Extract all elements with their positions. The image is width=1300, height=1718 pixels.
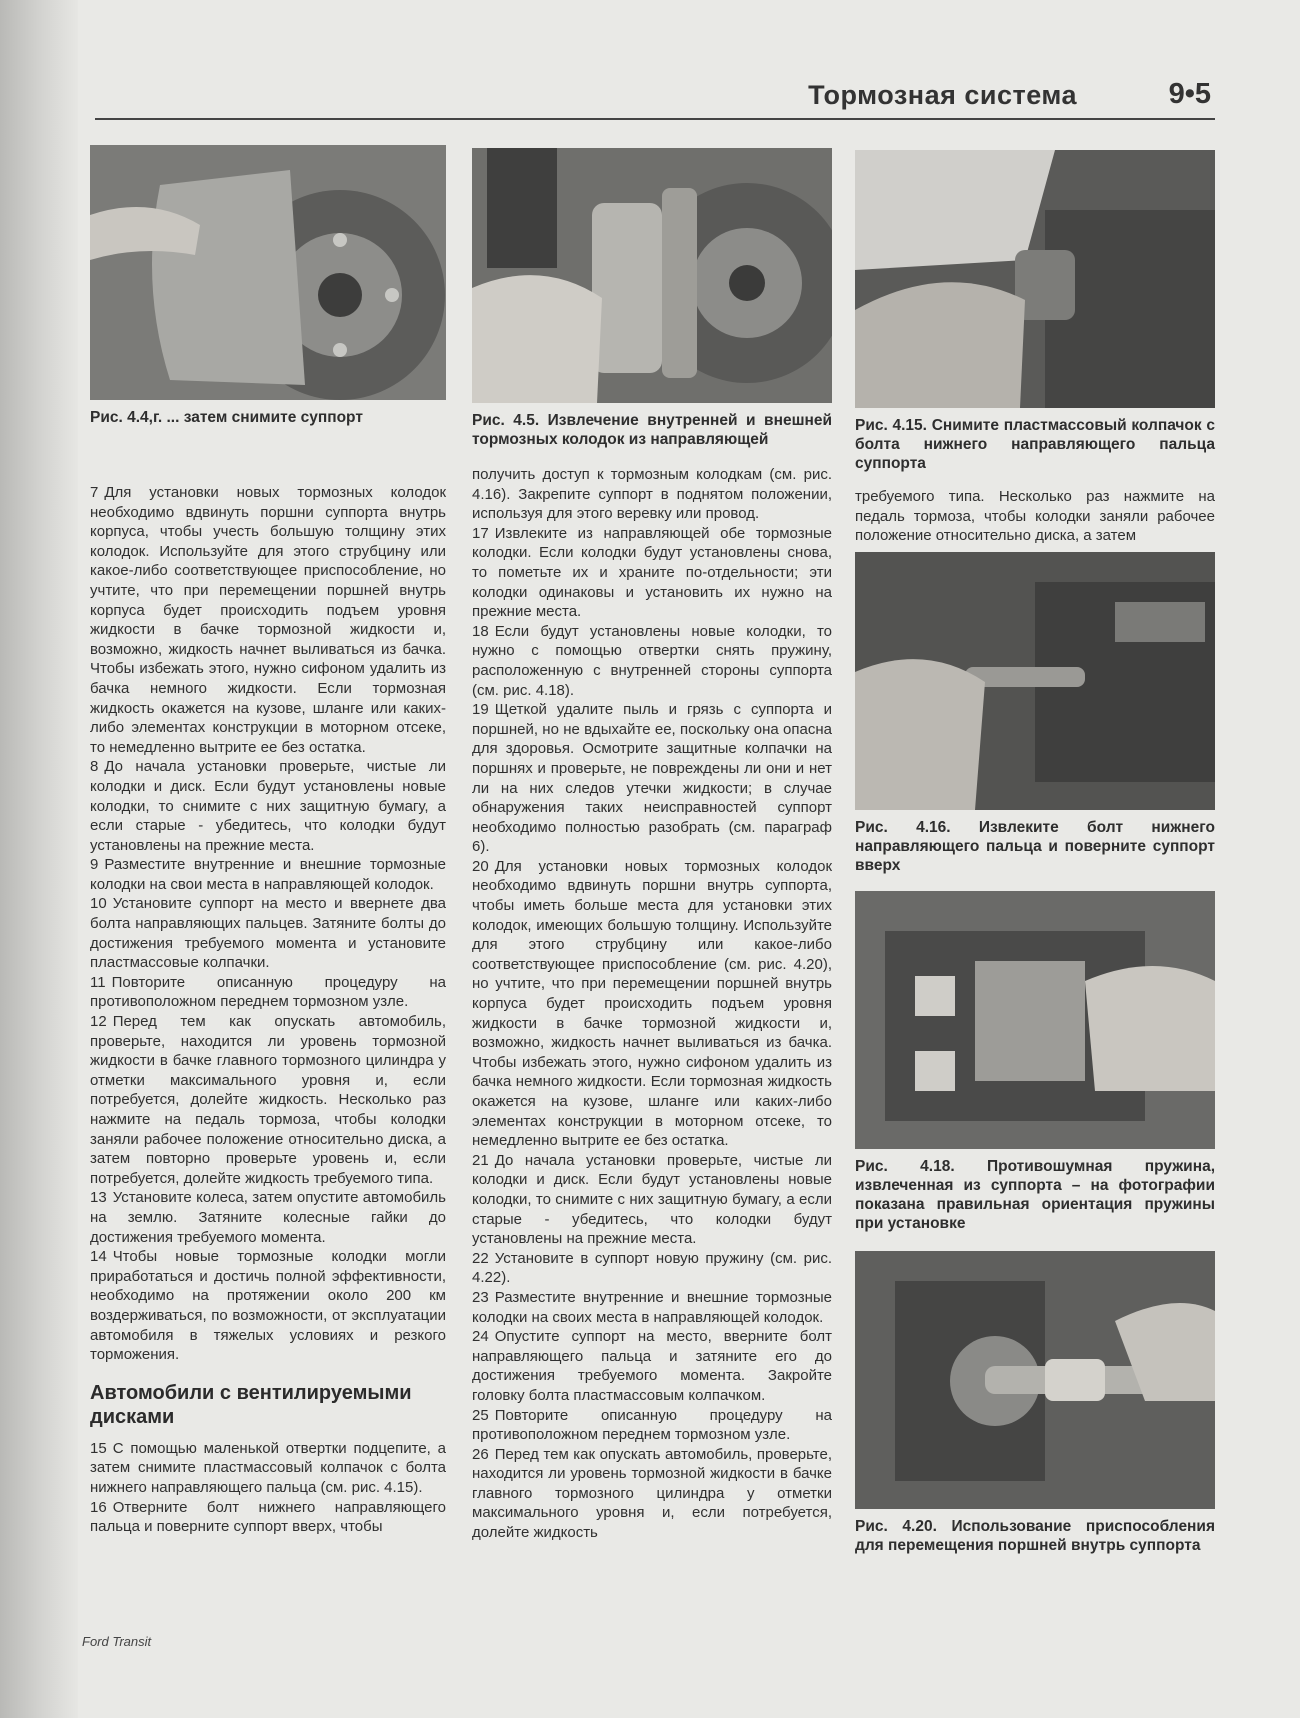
body-text — [472, 465, 832, 1543]
paragraph: 17 Извлеките из направляющей обе тормозные колодки. Если колодки будут установлены снова, то пометьте их и храните по-отдельности; эти колодки одинаковы и установить их нужно на прежние места. — [472, 524, 832, 621]
caliper-illustration-icon — [90, 145, 446, 400]
spring-illustration-icon — [855, 891, 1215, 1149]
paragraph: 26 Перед тем как опускать автомобиль, проверьте, находится ли уровень тормозной жидкости в бачке главного тормозного цилиндра у отметки максимального уровня и, если потребуется, долейте жидкость — [472, 1445, 832, 1542]
column-2 — [472, 148, 832, 1543]
paragraph: 12 Перед тем как опускать автомобиль, проверьте, находится ли уровень тормозной жидкости в бачке главного тормозного цилиндра у отметки максимального уровня и, если потребуется, долейте жидкость. Несколько раз нажмите на педаль тормоза, чтобы колодки заняли рабочее положение относительно диска, а затем повторно проверьте уровень и, если потребуется, долейте жидкость требуемого типа. — [90, 1013, 446, 1187]
brake-caliper-photo — [90, 145, 446, 400]
figure-caption: Рис. 4.15. Снимите пластмассовый колпачок с болта нижнего направляющего пальца суппорта — [855, 417, 1215, 472]
brake-pads-photo — [472, 148, 832, 403]
chapter-title: Тормозная система — [808, 80, 1077, 110]
figure-caption: Рис. 4.16. Извлеките болт нижнего направляющего пальца и поверните суппорт вверх — [855, 818, 1215, 874]
cap-removal-illustration-icon — [855, 150, 1215, 408]
paragraph: требуемого типа. Несколько раз нажмите на педаль тормоза, чтобы колодки заняли рабочее положение относительно диска, а затем — [855, 488, 1215, 545]
guide-bolt-photo — [855, 552, 1215, 810]
paragraph: 7 Для установки новых тормозных колодок необходимо вдвинуть поршни суппорта внутрь корпуса, чтобы учесть большую толщину этих колодок. Используйте для этого струбцину или какое-либо соответствующее приспособление, но учтите, что при перемещении поршней внутрь корпуса будет происходить подъем уровня жидкости в бачке тормозной жидкости и, возможно, жидкость начнет выливаться из бачка. Чтобы избежать этого, нужно сифоном удалить из бачка немного жидкости. Если тормозная жидкость окажется на кузове, шланге или каких-либо элементах конструкции в моторном отсеке, то немедленно вытрите ее без остатка. — [90, 484, 446, 756]
figure-caption: Рис. 4.4,г. ... затем снимите суппорт — [90, 409, 363, 426]
paragraph: получить доступ к тормозным колодкам (см. рис. 4.16). Закрепите суппорт в поднятом положении, используя для этого веревку или провод. — [472, 466, 832, 523]
paragraph: 10 Установите суппорт на место и ввернете два болта направляющих пальцев. Затяните болты до достижения требуемого момента и установите пластмассовые колпачки. — [90, 895, 446, 972]
paragraph: 11 Повторите описанную процедуру на противоположном переднем тормозном узле. — [90, 973, 446, 1011]
body-text — [90, 483, 446, 1537]
paragraph: 8 До начала установки проверьте, чистые ли колодки и диск. Если будут установлены новые колодки, то снимите с них защитную бумагу, а если старые - убедитесь, что колодки будут установлены на прежние места. — [90, 758, 446, 854]
book-spine-shadow — [0, 0, 78, 1718]
paragraph: 9 Разместите внутренние и внешние тормозные колодки на свои места в направляющей колодок. — [90, 856, 446, 893]
paragraph: 24 Опустите суппорт на место, вверните болт направляющего пальца и затяните его до достижения требуемого момента. Закройте головку болта пластмассовым колпачком. — [472, 1328, 832, 1404]
paragraph: 14 Чтобы новые тормозные колодки могли приработаться и достичь полной эффективности, необходимо на протяжении около 200 км воздерживаться, по возможности, от эксплуатации автомобиля в тяжелых условиях и резкого торможения. — [90, 1248, 446, 1364]
paragraph: 16 Отверните болт нижнего направляющего пальца и поверните суппорт вверх, чтобы — [90, 1498, 446, 1536]
guide-bolt-illustration-icon — [855, 552, 1215, 810]
section-heading: Автомобили с вентилируемыми дисками — [90, 1381, 412, 1428]
column-1 — [90, 145, 446, 1537]
paragraph: 23 Разместите внутренние и внешние тормозные колодки на своих места в направляющей колодок. — [472, 1288, 832, 1326]
paragraph: 22 Установите в суппорт новую пружину (см. рис. 4.22). — [472, 1249, 832, 1287]
cap-removal-photo — [855, 150, 1215, 408]
paragraph: 18 Если будут установлены новые колодки, то нужно с помощью отвертки снять пружину, расположенную с внутренней стороны суппорта (см. рис. 4.18). — [472, 622, 832, 699]
body-text — [855, 487, 1215, 546]
figure-caption: Рис. 4.18. Противошумная пружина, извлеченная из суппорта – на фотографии показана правильная ориентация пружины при установке — [855, 1157, 1215, 1232]
figure-caption: Рис. 4.5. Извлечение внутренней и внешней тормозных колодок из направляющей — [472, 412, 832, 448]
paragraph: 21 До начала установки проверьте, чистые ли колодки и диск. Если будут установлены новые колодки, то снимите с них защитную бумагу, а если старые - убедитесь, что колодки будут установлены на прежние места. — [472, 1151, 832, 1248]
anti-rattle-spring-photo — [855, 891, 1215, 1149]
paragraph: 19 Щеткой удалите пыль и грязь с суппорта и поршней, но не вдыхайте ее, поскольку она опасна для здоровья. Осмотрите защитные колпачки на поршнях и проверьте, не повреждены ли они и нет ли на них следов утечки жидкости; в случае обнаружения таких неисправностей суппорт необходимо полностью разобрать (см. параграф 6). — [472, 701, 832, 856]
paragraph: 13 Установите колеса, затем опустите автомобиль на землю. Затяните колесные гайки до достижения требуемого момента. — [90, 1189, 446, 1246]
piston-tool-photo — [855, 1251, 1215, 1509]
pads-illustration-icon — [472, 148, 832, 403]
page-number: 9•5 — [1168, 78, 1211, 110]
paragraph: 20 Для установки новых тормозных колодок необходимо вдвинуть поршни внутрь суппорта, чтобы иметь больше места для установки этих колодок, имеющих большую толщину. Используйте для этого струбцину или какое-либо соответствующее приспособление (см. рис. 4.20), но учтите, что при перемещении поршней внутрь корпуса будет происходить подъем уровня жидкости в бачке тормозной жидкости и, возможно, жидкость начнет выливаться из бачка. Чтобы избежать этого, нужно сифоном удалить из бачка немного жидкости. Если тормозная жидкость окажется на кузове, шланге или каких-либо элементах конструкции в моторном отсеке, то немедленно вытрите ее без остатка. — [472, 857, 832, 1150]
page-footer: Ford Transit — [82, 1634, 152, 1649]
column-3 — [855, 150, 1215, 1555]
paragraph: 15 С помощью маленькой отвертки подцепите, а затем снимите пластмассовый колпачок с болта нижнего направляющего пальца (см. рис. 4.15). — [90, 1439, 446, 1496]
page-header — [95, 74, 1215, 120]
piston-tool-illustration-icon — [855, 1251, 1215, 1509]
paragraph: 25 Повторите описанную процедуру на противоположном переднем тормозном узле. — [472, 1406, 832, 1444]
figure-caption: Рис. 4.20. Использование приспособления для перемещения поршней внутрь суппорта — [855, 1517, 1215, 1554]
